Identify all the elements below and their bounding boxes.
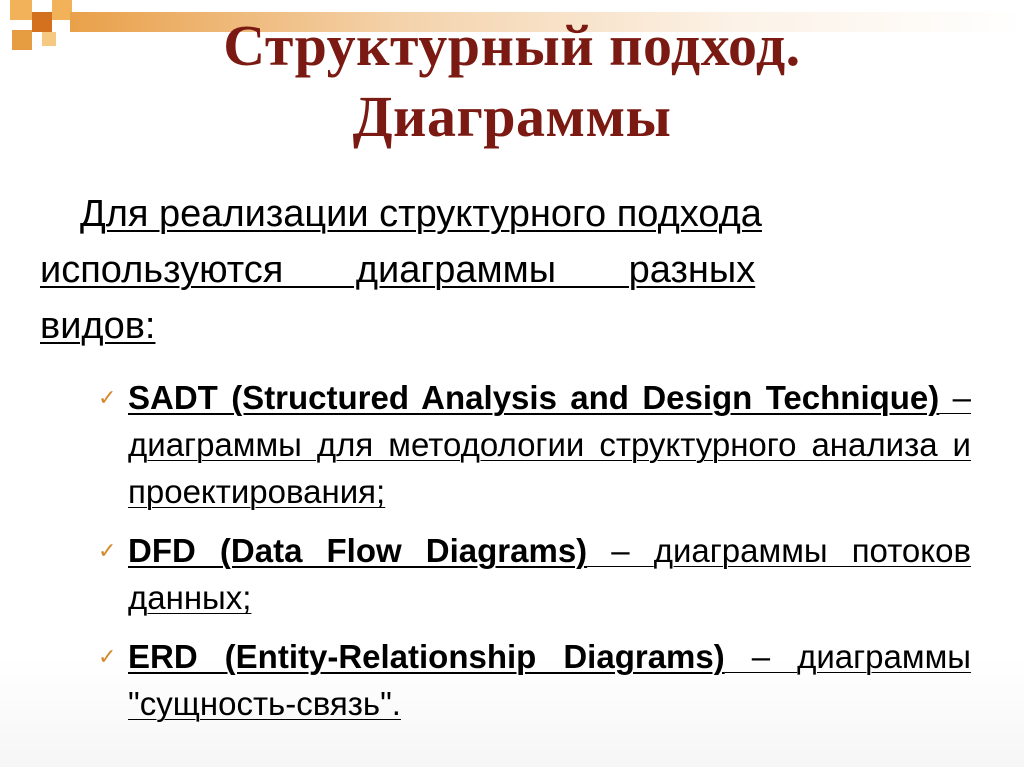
term-sadt: SADT (Structured Analysis and Design Technique): [128, 379, 940, 416]
desc-sadt: диаграммы для методологии структурного анализа и проектирования;: [128, 426, 971, 510]
intro-line-3: видов:: [40, 305, 156, 347]
intro-paragraph: [40, 186, 970, 354]
list-item-dfd: [98, 527, 971, 621]
check-mark-icon: ✓: [98, 539, 117, 564]
term-dfd: DFD (Data Flow Diagrams): [128, 532, 588, 569]
diagram-type-list: [98, 374, 971, 739]
dash-erd: –: [724, 638, 798, 675]
title-line-2: Диаграммы: [352, 84, 672, 149]
term-erd: ERD (Entity-Relationship Diagrams): [128, 638, 725, 675]
title-line-1: Структурный подход.: [223, 13, 801, 78]
intro-line-2: используются диаграммы разных: [40, 249, 756, 291]
check-mark-icon: ✓: [98, 386, 117, 411]
dash-sadt: –: [939, 379, 971, 416]
list-item-erd: [98, 633, 971, 727]
intro-line-1: Для реализации структурного подхода: [80, 193, 762, 235]
slide-title: [0, 10, 1024, 152]
desc-erd: диаграммы "сущность-связь".: [128, 638, 971, 722]
list-item-sadt: [98, 374, 971, 515]
dash-dfd: –: [587, 532, 654, 569]
check-mark-icon: ✓: [98, 645, 117, 670]
desc-dfd: диаграммы потоков данных;: [128, 532, 971, 616]
